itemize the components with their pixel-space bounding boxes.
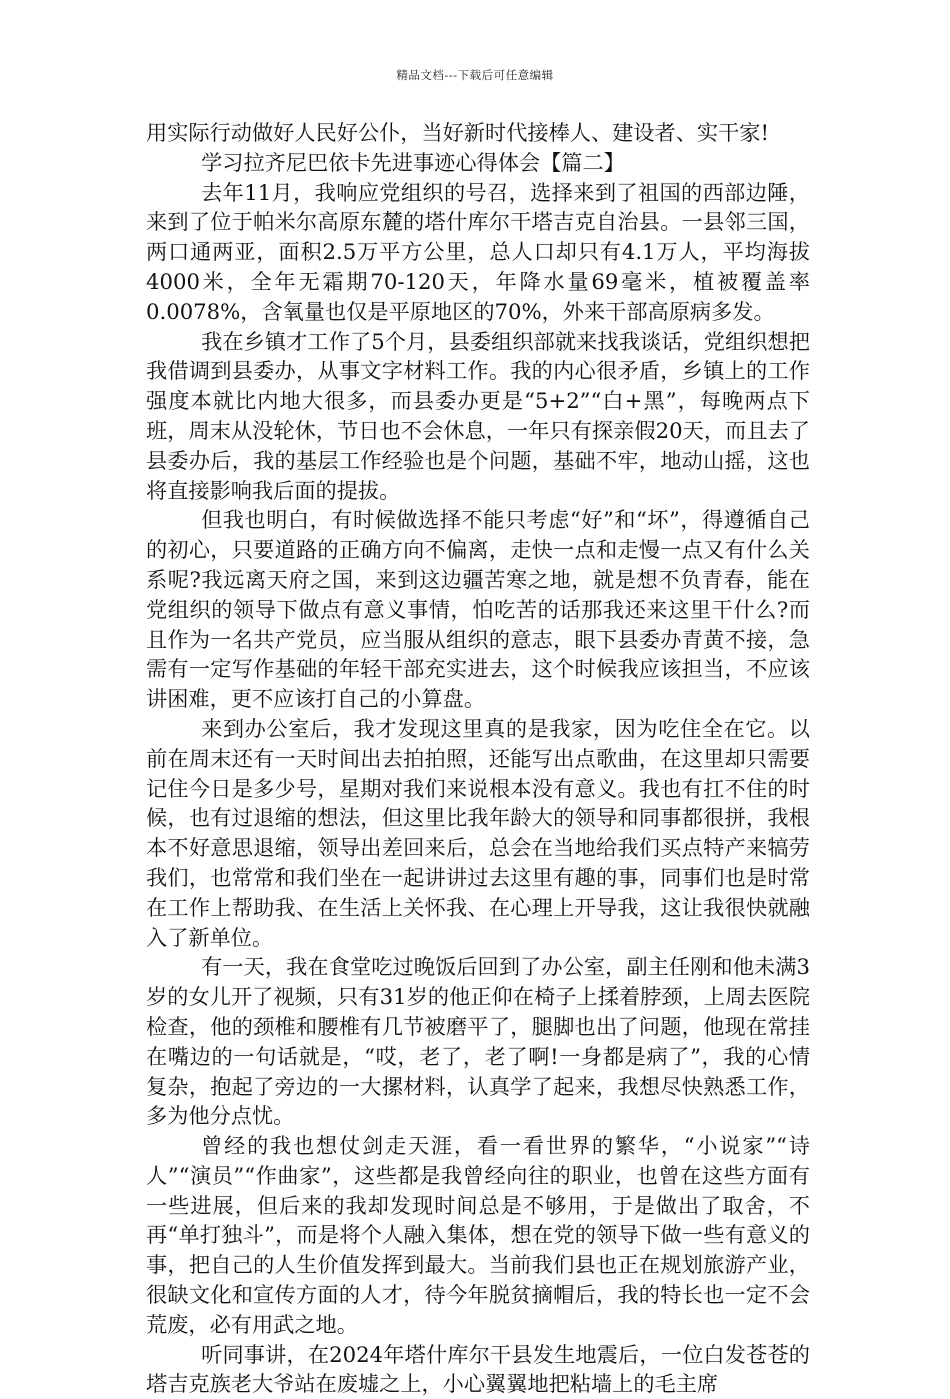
page-header: 精品文档---下载后可任意编辑 [396,68,554,82]
paragraph: 听同事讲，在2024年塔什库尔干县发生地震后，一位白发苍苍的塔吉克族老大爷站在废墟之上，小心翼翼地把粘墙上的毛主席 [146,1341,810,1397]
paragraph: 去年11月，我响应党组织的号召，选择来到了祖国的西部边陲，来到了位于帕米尔高原东麓的塔什库尔干塔吉克自治县。一县邻三国，两口通两亚，面积2.5万平方公里，总人口却只有4.1万人，平均海拔4000米，全年无霜期70-120天，年降水量69毫米，植被覆盖率0.0078%，含氧量也仅是平原地区的70%，外来干部高原病多发。 [146,179,810,324]
paragraph: 但我也明白，有时候做选择不能只考虑“好”和“坏”，得遵循自己的初心，只要道路的正确方向不偏离，走快一点和走慢一点又有什么关系呢?我远离天府之国，来到这边疆苦寒之地，就是想不负青春，能在党组织的领导下做点有意义事情，怕吃苦的话那我还来这里干什么?而且作为一名共产党员，应当服从组织的意志，眼下县委办青黄不接，急需有一定写作基础的年轻干部充实进去，这个时候我应该担当，不应该讲困难，更不应该打自己的小算盘。 [146,507,810,712]
paragraph: 来到办公室后，我才发现这里真的是我家，因为吃住全在它。以前在周末还有一天时间出去拍拍照，还能写出点歌曲，在这里却只需要记住今日是多少号，星期对我们来说根本没有意义。我也有扛不住的时候，也有过退缩的想法，但这里比我年龄大的领导和同事都很拼，我根本不好意思退缩，领导出差回来后，总会在当地给我们买点特产来犒劳我们，也常常和我们坐在一起讲讲过去这里有趣的事，同事们也是时常在工作上帮助我、在生活上关怀我、在心理上开导我，这让我很快就融入了新单位。 [146,715,810,950]
paragraph: 我在乡镇才工作了5个月，县委组织部就来找我谈话，党组织想把我借调到县委办，从事文字材料工作。我的内心很矛盾，乡镇上的工作强度本就比内地大很多，而县委办更是“5+2”“白+黑”，每晚两点下班，周末从没轮休，节日也不会休息，一年只有探亲假20天，而且去了县委办后，我的基层工作经验也是个问题，基础不牢，地动山摇，这也将直接影响我后面的提拔。 [146,328,810,503]
section-title: 学习拉齐尼巴依卡先进事迹心得体会【篇二】 [201,149,625,175]
paragraph-closing-line: 用实际行动做好人民好公仆，当好新时代接棒人、建设者、实干家! [146,120,769,145]
paragraph: 有一天，我在食堂吃过晚饭后回到了办公室，副主任刚和他未满3岁的女儿开了视频，只有31岁的他正仰在椅子上揉着脖颈，上周去医院检查，他的颈椎和腰椎有几节被磨平了，腿脚也出了问题，他现在常挂在嘴边的一句话就是，“哎，老了，老了啊!一身都是病了”，我的心情复杂，抱起了旁边的一大摞材料，认真学了起来，我想尽快熟悉工作，多为他分点忧。 [146,954,810,1129]
paragraph: 曾经的我也想仗剑走天涯，看一看世界的繁华，“小说家”“诗人”“演员”“作曲家”，这些都是我曾经向往的职业，也曾在这些方面有一些进展，但后来的我却发现时间总是不够用，于是做出了取舍，不再“单打独斗”，而是将个人融入集体，想在党的领导下做一些有意义的事，把自己的人生价值发挥到最大。当前我们县也正在规划旅游产业，很缺文化和宣传方面的人才，待今年脱贫摘帽后，我的特长也一定不会荒废，必有用武之地。 [146,1133,810,1337]
document-body [146,118,810,1399]
